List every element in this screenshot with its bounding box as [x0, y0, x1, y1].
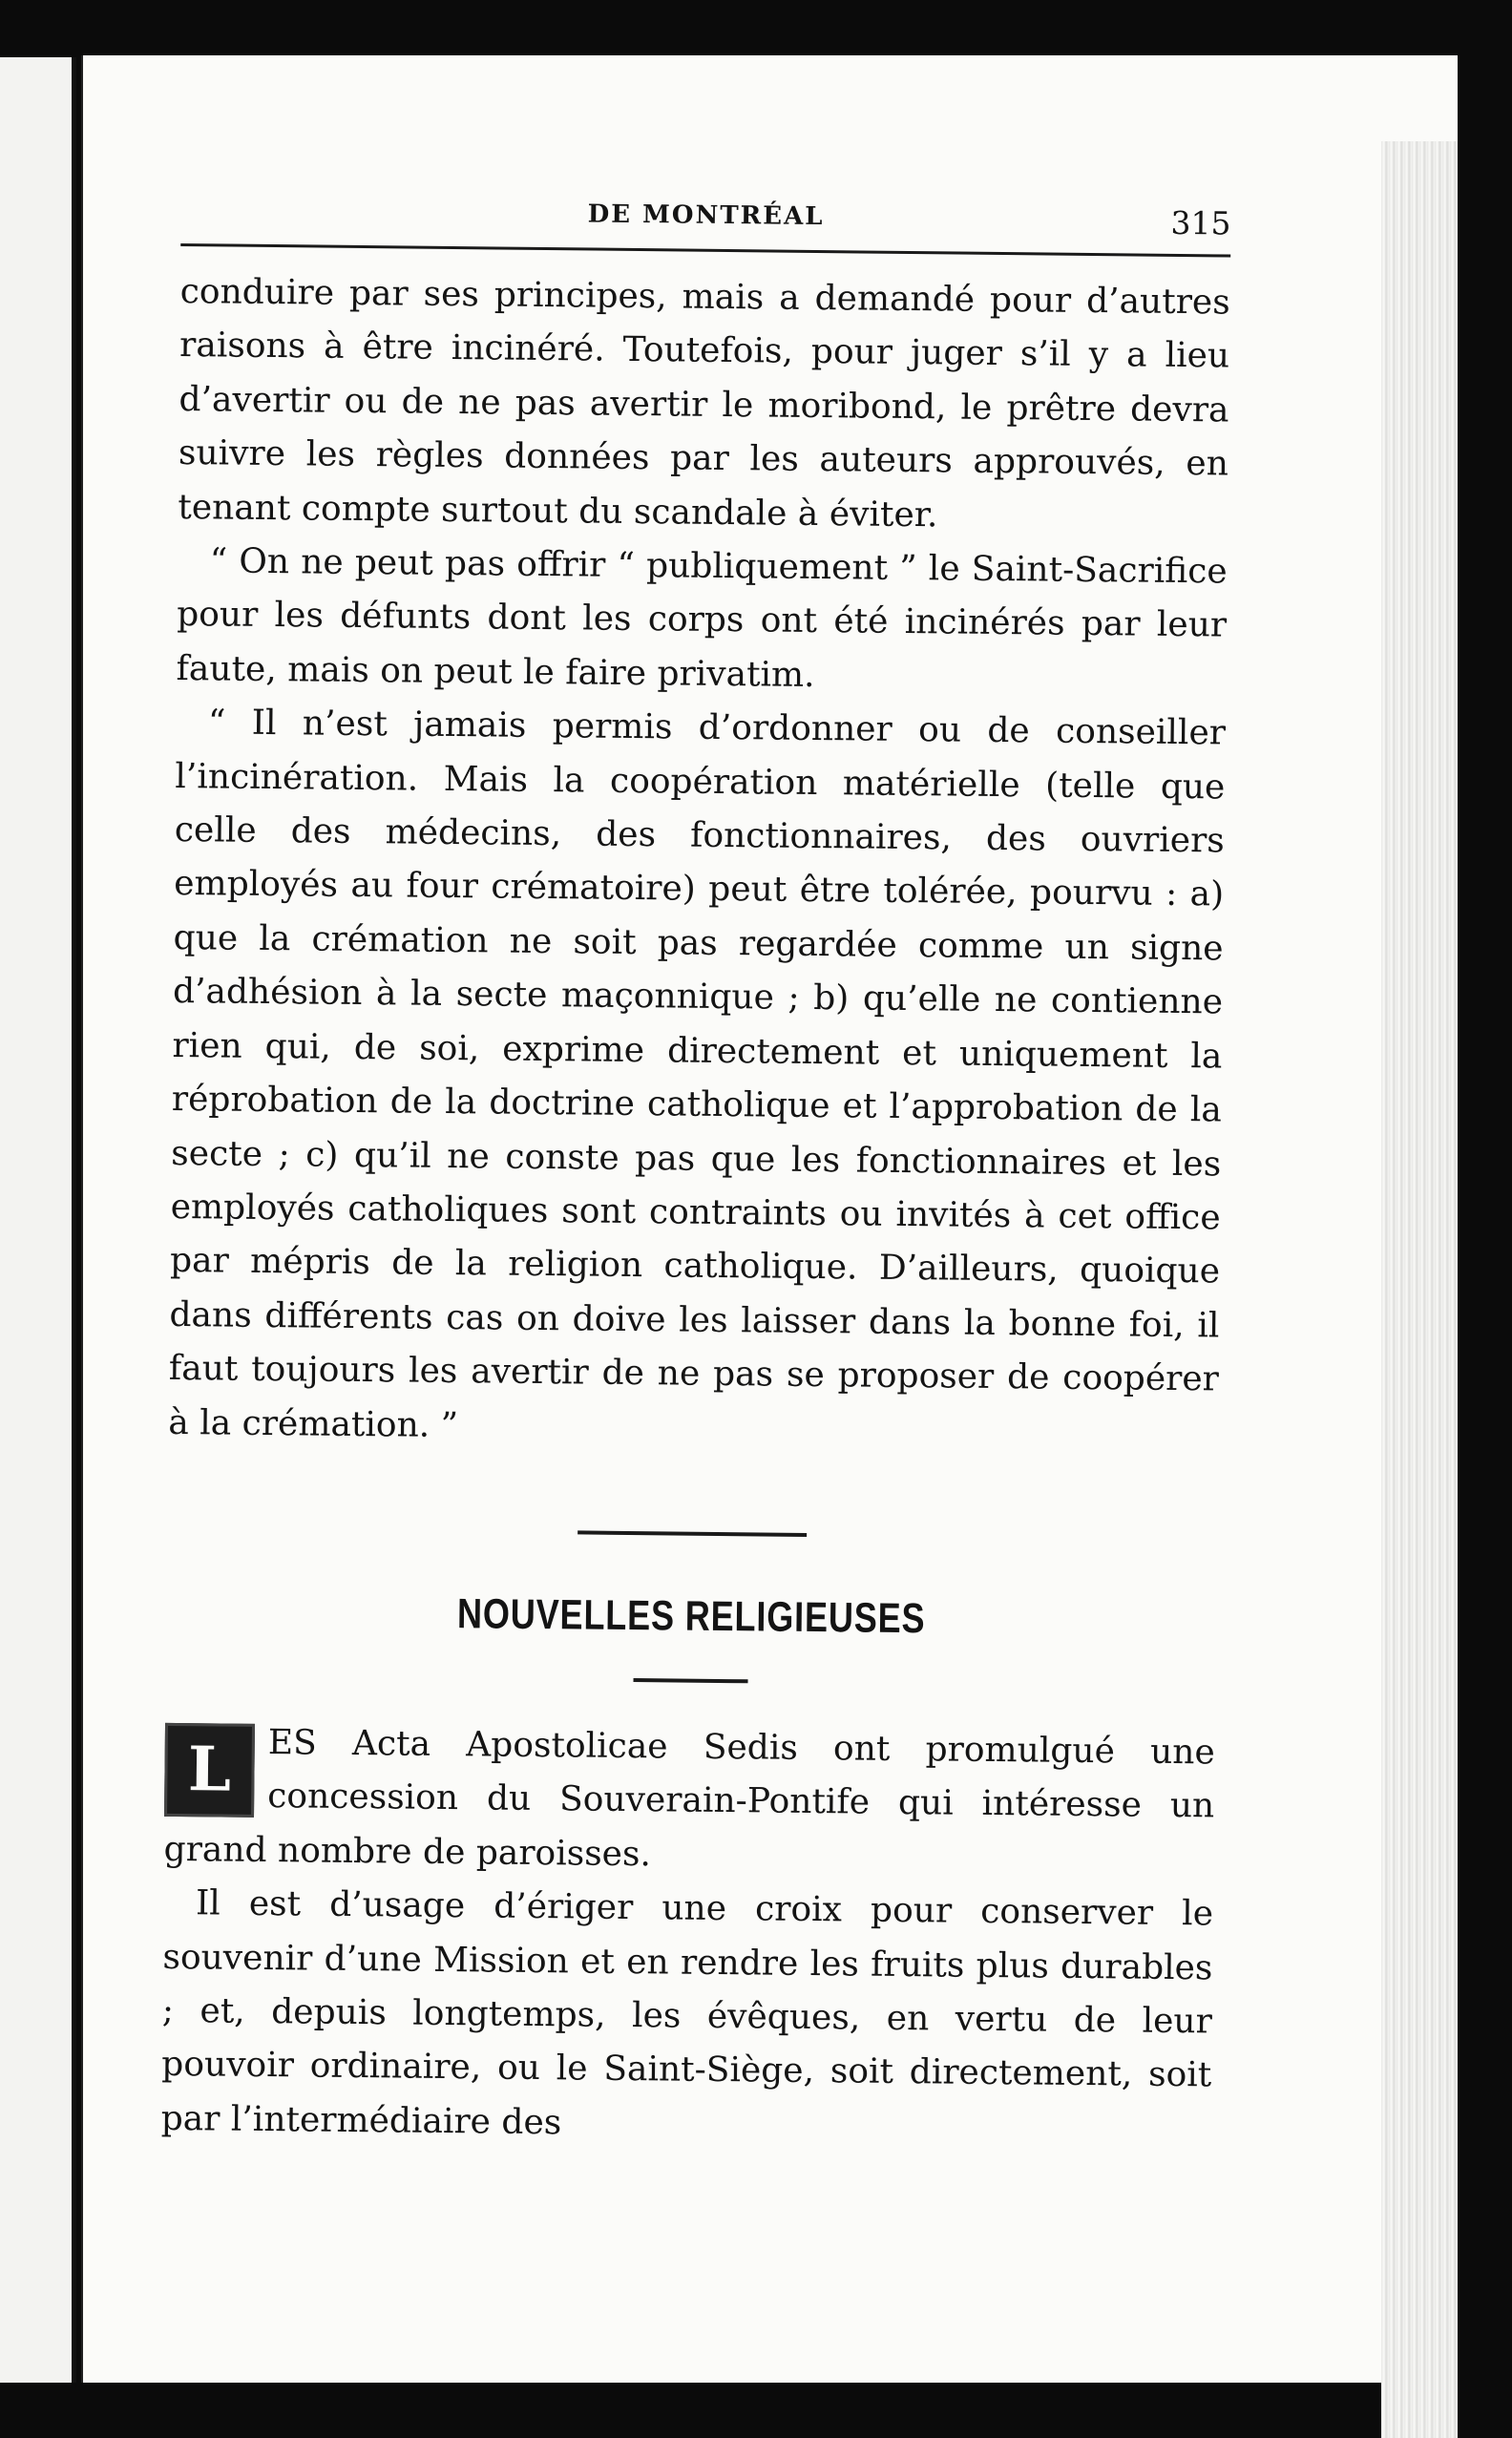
paragraph-3: “ Il n’est jamais permis d’ordonner ou de conseiller l’incinération. Mais la coopération matérielle (telle que celle des médecins, des fonctionnaires, des ouvriers employés au four crématoire) peut être tolérée, pourvu : a) que la crémation ne soit pas regardée comme un signe d’adhésion à la secte maçonnique ; b) qu’elle ne contienne rien qui, de soi, exprime directement et uniquement la réprobation de la doctrine catholique et l’approbation de la secte ; c) qu’il ne conste pas que les fonctionnaires et les employés catholiques sont contraints ou invités à cet office par mépris de la religion catholique. D’ailleurs, quoique dans différents cas on doive les laisser dans la bonne foi, il faut toujours les avertir de ne pas se proposer de coopérer à la crémation. ” — [168, 703, 1227, 1445]
section-paragraph-2: Il est d’usage d’ériger une croix pour conserver le souvenir d’une Mission et en rendre les fruits plus durables ; et, depuis longtemps, les évêques, en vertu de leur pouvoir ordinaire, ou le Saint-Siège, soit directement, soit par l’intermédiaire des — [160, 1883, 1214, 2143]
title-underline — [634, 1678, 748, 1683]
paragraph-1: conduire par ses principes, mais a demandé pour d’autres raisons à être incinéré. Toutefois, pour juger s’il y a lieu d’avertir ou de ne pas avertir le moribond, le prêtre devra suivre les règles données par les auteurs approuvés, en tenant compte surtout du scandale à éviter. — [178, 271, 1230, 535]
dropcap-letter: L — [164, 1723, 255, 1818]
left-page-edge — [0, 57, 76, 2383]
section-paragraph-1 — [163, 1715, 1215, 1888]
body-text — [168, 265, 1230, 1461]
running-title: DE MONTRÉAL — [587, 200, 825, 232]
running-head — [180, 177, 1231, 258]
page-number: 315 — [1170, 203, 1231, 242]
section-paragraph-1-text: ES Acta Apostolicae Sedis ont promulgué une concession du Souverain-Pontife qui intéresse un grand nombre de paroisses. — [163, 1722, 1215, 1874]
page-content — [160, 177, 1231, 2157]
paragraph-2: “ On ne peut pas offrir “ publiquement ” le Saint-Sacrifice pour les défunts dont les corps ont été incinérés par leur faute, mais on peut le faire privatim. — [176, 541, 1228, 695]
page-edges — [1381, 141, 1458, 2438]
section-divider — [578, 1530, 807, 1537]
section-title: NOUVELLES RELIGIEUSES — [456, 1590, 926, 1643]
section-body — [160, 1715, 1215, 2157]
